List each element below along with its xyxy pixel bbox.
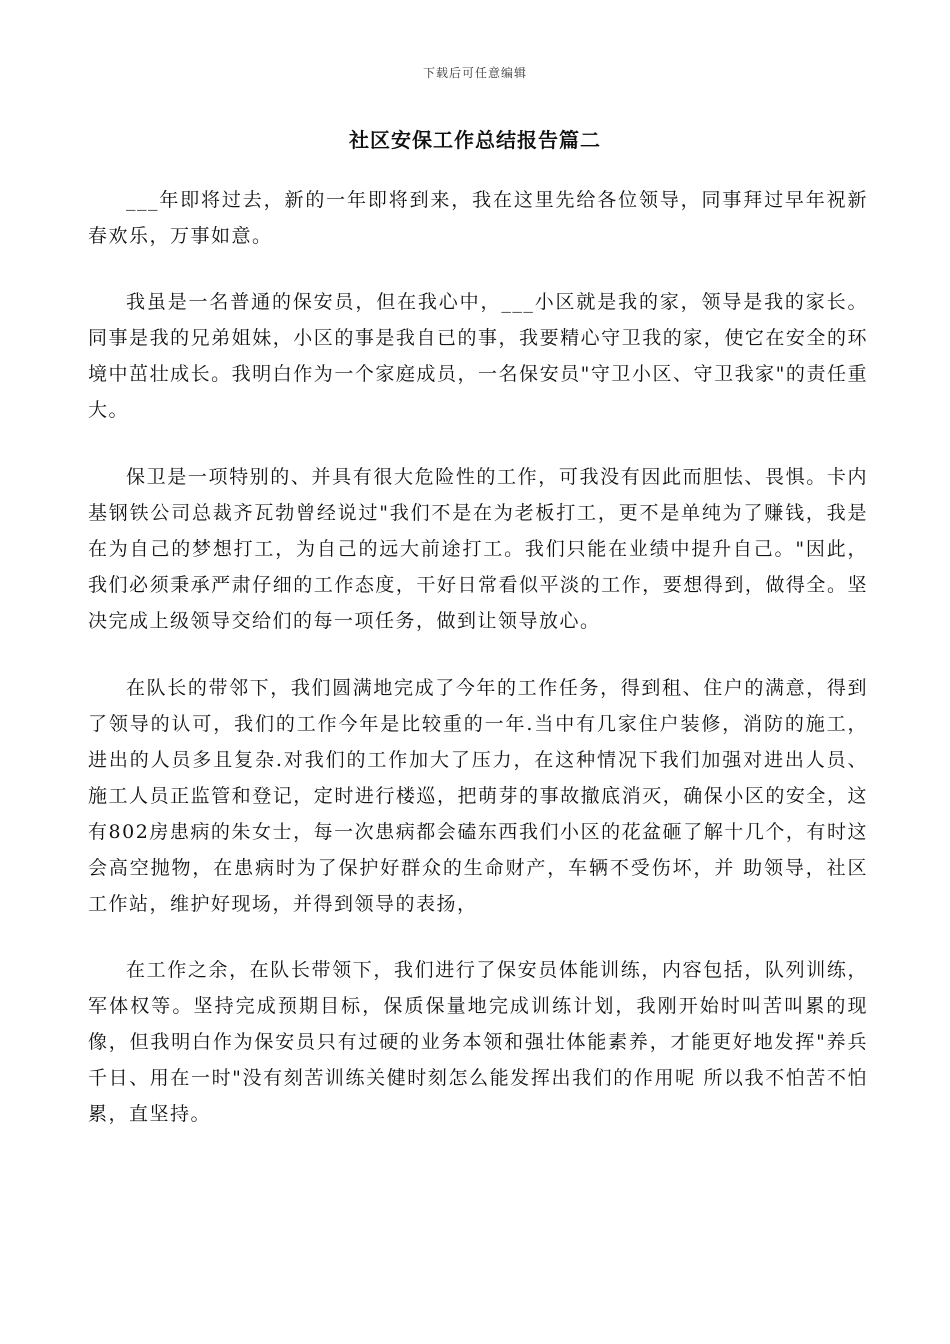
paragraph-5: 在工作之余，在队长带领下，我们进行了保安员体能训练，内容包括，队列训练，军体权等。坚持完成预期目标，保质保量地完成训练计划，我刚开始时叫苦叫累的现像，但我明白作为保安员只有过硬的业务本领和强壮体能素养，才能更好地发挥"养兵千日、用在一时"没有刻苦训练关健时刻怎么能发挥出我们的作用呢 所以我不怕苦不怕累，直坚持。 — [88, 959, 868, 1125]
document-title: 社区安保工作总结报告篇二 — [349, 128, 601, 152]
header-note: 下载后可任意编辑 — [422, 66, 527, 80]
paragraph-3: 保卫是一项特别的、并具有很大危险性的工作，可我没有因此而胆怯、畏惧。卡内基钢铁公司总裁齐瓦勃曾经说过"我们不是在为老板打工，更不是单纯为了赚钱，我是在为自己的梦想打工，为自己的远大前途打工。我们只能在业绩中提升自己。"因此，我们必须秉承严肃仔细的工作态度，干好日常看似平淡的工作，要想得到，做得全。坚决完成上级领导交给们的每一项任务，做到让领导放心。 — [88, 466, 868, 632]
document-body — [88, 182, 868, 1158]
paragraph-2: 我虽是一名普通的保安员，但在我心中，___小区就是我的家，领导是我的家长。同事是我的兄弟姐妹，小区的事是我自已的事，我要精心守卫我的家，使它在安全的环境中茁壮成长。我明白作为一个家庭成员，一名保安员"守卫小区、守卫我家"的责任重大。 — [88, 291, 868, 421]
paragraph-4: 在队长的带邻下，我们圆满地完成了今年的工作任务，得到租、住户的满意，得到了领导的认可，我们的工作今年是比较重的一年.当中有几家住户装修，消防的施工，进出的人员多且复杂.对我们的工作加大了压力，在这种情况下我们加强对进出人员、施工人员正监管和登记，定时进行楼巡，把萌芽的事故撤底消灭，确保小区的安全，这有802房患病的朱女士，每一次患病都会磕东西我们小区的花盆砸了解十几个，有时这会高空抛物，在患病时为了保护好群众的生命财产，车辆不受伤坏，并 助领导，社区工作站，维护好现场，并得到领导的表扬， — [88, 677, 868, 915]
paragraph-1: ___年即将过去，新的一年即将到来，我在这里先给各位领导，同事拜过早年祝新春欢乐，万事如意。 — [88, 189, 868, 247]
